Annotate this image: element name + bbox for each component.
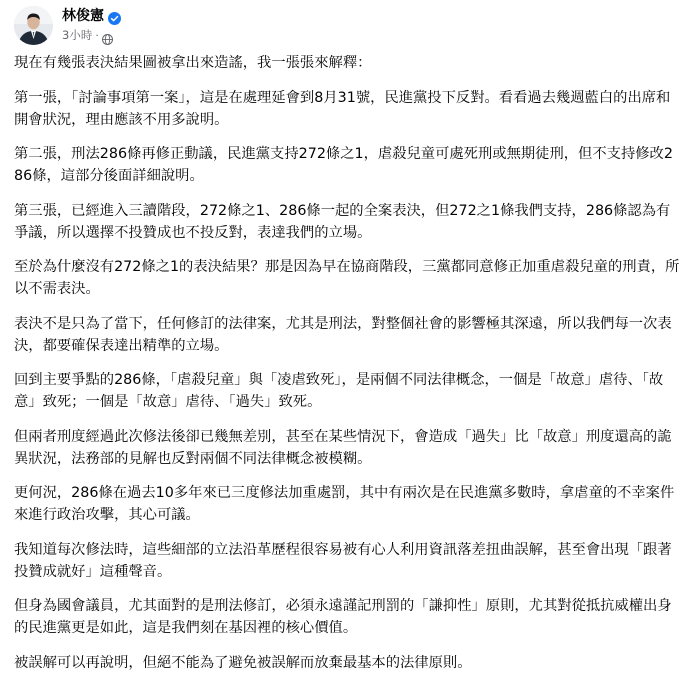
post-paragraph: 第一張，「討論事項第一案」，這是在處理延會到8月31號，民進黨投下反對。看看過去幾週藍白的出席和開會狀況，理由應該不用多說明。 bbox=[14, 89, 671, 128]
avatar-portrait-icon bbox=[14, 6, 53, 45]
post-paragraph: 表決不是只為了當下，任何修訂的法律案，尤其是刑法，對整個社會的影響極其深遠，所以我們每一次表決，都要確保表達出精準的立場。 bbox=[14, 315, 672, 354]
post-meta bbox=[62, 7, 121, 43]
post-paragraph: 被誤解可以再說明，但絕不能為了避免被誤解而放棄最基本的法律原則。 bbox=[14, 654, 472, 671]
post-paragraph: 但身為國會議員，尤其面對的是刑法修訂，必須永遠謹記刑罰的「謙抑性」原則，尤其對從抵抗威權出身的民進黨更是如此，這是我們刻在基因裡的核心價值。 bbox=[14, 598, 672, 636]
post-paragraph: 我知道每次修法時，這些細部的立法沿革歷程很容易被有心人利用資訊落差扭曲誤解，甚至會出現「跟著投贊成就好」這種聲音。 bbox=[14, 541, 672, 580]
post-paragraph: 第二張，刑法286條再修正動議，民進黨支持272條之1，虐殺兒童可處死刑或無期徒刑，但不支持修改286條，這部分後面詳細說明。 bbox=[14, 146, 673, 184]
post-paragraph: 回到主要爭點的286條，「虐殺兒童」與「凌虐致死」，是兩個不同法律概念，一個是「故意」虐待、「故意」致死；一個是「故意」虐待、「過失」致死。 bbox=[14, 372, 664, 410]
meta-separator: · bbox=[95, 28, 99, 42]
globe-icon[interactable] bbox=[102, 30, 113, 41]
post-paragraph: 第三張，已經進入三讀階段，272條之1、286條一起的全案表決，但272之1條我們支持，286條認為有爭議，所以選擇不投贊成也不投反對，表達我們的立場。 bbox=[14, 202, 671, 241]
author-avatar[interactable] bbox=[14, 6, 53, 45]
post-paragraph: 現在有幾張表決結果圖被拿出來造謠，我一張張來解釋： bbox=[14, 55, 372, 71]
post-paragraph: 至於為什麼沒有272條之1的表決結果？那是因為早在協商階段，三黨都同意修正加重虐殺兒童的刑責，所以不需表決。 bbox=[14, 259, 680, 297]
timestamp-row bbox=[62, 27, 121, 43]
post-timestamp[interactable]: 3小時 bbox=[62, 28, 93, 42]
post-paragraph: 更何況，286條在過去10多年來已三度修法加重處罰，其中有兩次是在民進黨多數時，拿虐童的不幸案件來進行政治攻擊，其心可議。 bbox=[14, 485, 675, 523]
post-paragraph: 但兩者刑度經過此次修法後卻已幾無差別，甚至在某些情況下，會造成「過失」比「故意」刑度還高的詭異狀況，法務部的見解也反對兩個不同法律概念被模糊。 bbox=[14, 428, 672, 467]
post-header bbox=[14, 5, 121, 45]
author-row bbox=[62, 7, 121, 26]
post-body bbox=[14, 52, 680, 686]
author-name[interactable]: 林俊憲 bbox=[62, 8, 104, 24]
verified-badge-icon bbox=[108, 10, 121, 23]
